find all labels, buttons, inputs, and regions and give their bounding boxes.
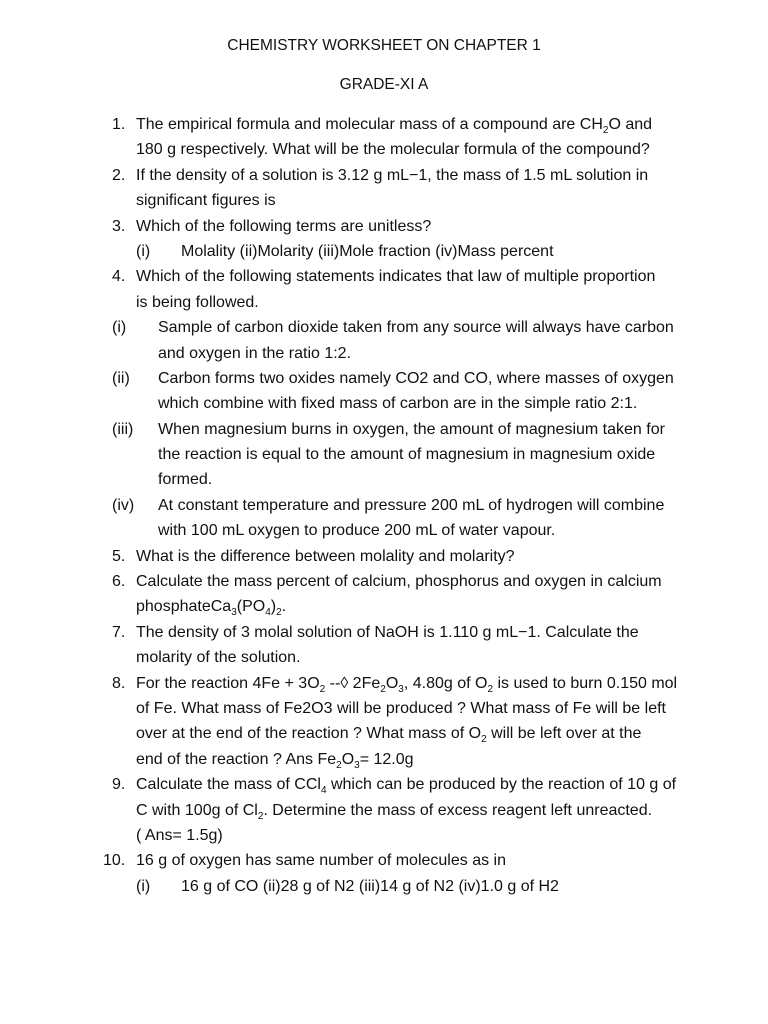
option-text: Sample of carbon dioxide taken from any source will always have carbon xyxy=(158,319,674,337)
question-text: 16 g of oxygen has same number of molecules as in xyxy=(136,852,506,870)
option-number: (i) xyxy=(136,242,151,260)
question-text: significant figures is xyxy=(136,192,276,210)
question-4-option-i-cont xyxy=(0,341,768,366)
question-3-line-1 xyxy=(0,214,768,239)
question-8-line-3 xyxy=(0,721,768,746)
question-number: 6. xyxy=(112,573,126,591)
question-number: 2. xyxy=(112,166,126,184)
question-text: The density of 3 molal solution of NaOH is 1.110 g mL−1. Calculate the xyxy=(136,623,639,641)
question-number: 8. xyxy=(112,674,126,692)
question-8-line-1 xyxy=(0,671,768,696)
question-9-line-3 xyxy=(0,823,768,848)
option-text: At constant temperature and pressure 200 mL of hydrogen will combine xyxy=(158,496,665,514)
question-number: 5. xyxy=(112,547,126,565)
question-4-option-ii xyxy=(0,366,768,391)
question-8-line-4 xyxy=(0,747,768,772)
question-4-option-iii-cont xyxy=(0,442,768,467)
question-text: molarity of the solution. xyxy=(136,649,301,667)
question-number: 1. xyxy=(112,116,126,133)
question-text: C with 100g of $Cl_2$. Determine the mass of excess reagent left unreacted. xyxy=(136,801,653,822)
question-1-line-1 xyxy=(0,112,768,137)
question-text: What is the difference between molality and molarity? xyxy=(136,547,515,565)
question-4-option-iv xyxy=(0,493,768,518)
question-text: Calculate the mass percent of calcium, phosphorus and oxygen in calcium xyxy=(136,573,662,591)
question-2-line-2 xyxy=(0,188,768,213)
question-text: Calculate the mass of CCl$_4$ which can be produced by the reaction of 10 g of xyxy=(136,776,677,797)
option-number: (iii) xyxy=(112,420,134,438)
question-number: 4. xyxy=(112,268,126,286)
question-text: over at the end of the reaction ? What mass of $O_2$ will be left over at the xyxy=(136,725,642,746)
question-2-line-1 xyxy=(0,163,768,188)
option-text: 16 g of CO (ii)28 g of N2 (iii)14 g of N2 (iv)1.0 g of H2 xyxy=(181,877,559,895)
option-text: Molality (ii)Molarity (iii)Mole fraction (iv)Mass percent xyxy=(181,242,554,260)
question-list xyxy=(0,112,768,899)
question-7-line-2 xyxy=(0,645,768,670)
option-number: (i) xyxy=(112,319,127,337)
question-text: end of the reaction ? Ans $Fe_2O_3= 12.0g$ xyxy=(136,750,414,771)
question-text: 180 g respectively. What will be the molecular formula of the compound? xyxy=(136,141,650,159)
question-7-line-1 xyxy=(0,620,768,645)
question-4-option-iv-cont xyxy=(0,518,768,543)
option-text: formed. xyxy=(158,471,213,489)
option-text: Carbon forms two oxides namely CO2 and CO, where masses of oxygen xyxy=(158,369,674,387)
question-9-line-1 xyxy=(0,772,768,797)
option-number: (iv) xyxy=(112,496,135,514)
question-number: 9. xyxy=(112,776,126,794)
question-text: For the reaction $4Fe + 3O_2$ --◊ $2Fe_2O_3$, 4.80g of $O_2$ is used to burn 0.150 mol xyxy=(136,674,678,695)
question-4-option-i xyxy=(0,315,768,340)
question-text: Which of the following statements indicates that law of multiple proportion xyxy=(136,268,656,286)
question-6-line-1 xyxy=(0,569,768,594)
option-text: When magnesium burns in oxygen, the amount of magnesium taken for xyxy=(158,420,665,438)
grade-label: GRADE-XI A xyxy=(339,76,429,93)
question-1-line-2 xyxy=(0,137,768,162)
question-4-option-iii-cont xyxy=(0,467,768,492)
question-8-line-2 xyxy=(0,696,768,721)
question-text: The empirical formula and molecular mass of a compound are $CH_2O$ and xyxy=(136,116,653,137)
question-text: If the density of a solution is 3.12 g mL−1, the mass of 1.5 mL solution in xyxy=(136,166,649,184)
question-10-options xyxy=(0,874,768,899)
option-text: and oxygen in the ratio 1:2. xyxy=(158,344,352,362)
question-text: Which of the following terms are unitless? xyxy=(136,217,432,235)
question-4-option-iii xyxy=(0,417,768,442)
question-4-option-ii-cont xyxy=(0,391,768,416)
option-text: the reaction is equal to the amount of magnesium in magnesium oxide xyxy=(158,446,656,464)
question-9-line-2 xyxy=(0,798,768,823)
option-number: (i) xyxy=(136,877,151,895)
option-number: (ii) xyxy=(112,369,130,387)
question-3-options xyxy=(0,239,768,264)
option-text: which combine with fixed mass of carbon are in the simple ratio 2:1. xyxy=(158,395,638,413)
option-text: with 100 mL oxygen to produce 200 mL of water vapour. xyxy=(158,522,556,540)
question-number: 10. xyxy=(103,852,126,870)
answer-text: ( Ans= 1.5g) xyxy=(136,826,223,844)
question-text: is being followed. xyxy=(136,293,259,311)
question-text: $phosphateCa_3(PO_4)_2$. xyxy=(136,598,287,619)
question-text: of Fe. What mass of Fe2O3 will be produced ? What mass of Fe will be left xyxy=(136,699,666,717)
question-10-line-1 xyxy=(0,848,768,873)
question-4-line-1 xyxy=(0,264,768,289)
worksheet-title: CHEMISTRY WORKSHEET ON CHAPTER 1 xyxy=(227,37,541,54)
question-number: 3. xyxy=(112,217,126,235)
question-number: 7. xyxy=(112,623,126,641)
question-4-line-2 xyxy=(0,290,768,315)
question-6-line-2 xyxy=(0,594,768,619)
question-5-line-1 xyxy=(0,544,768,569)
